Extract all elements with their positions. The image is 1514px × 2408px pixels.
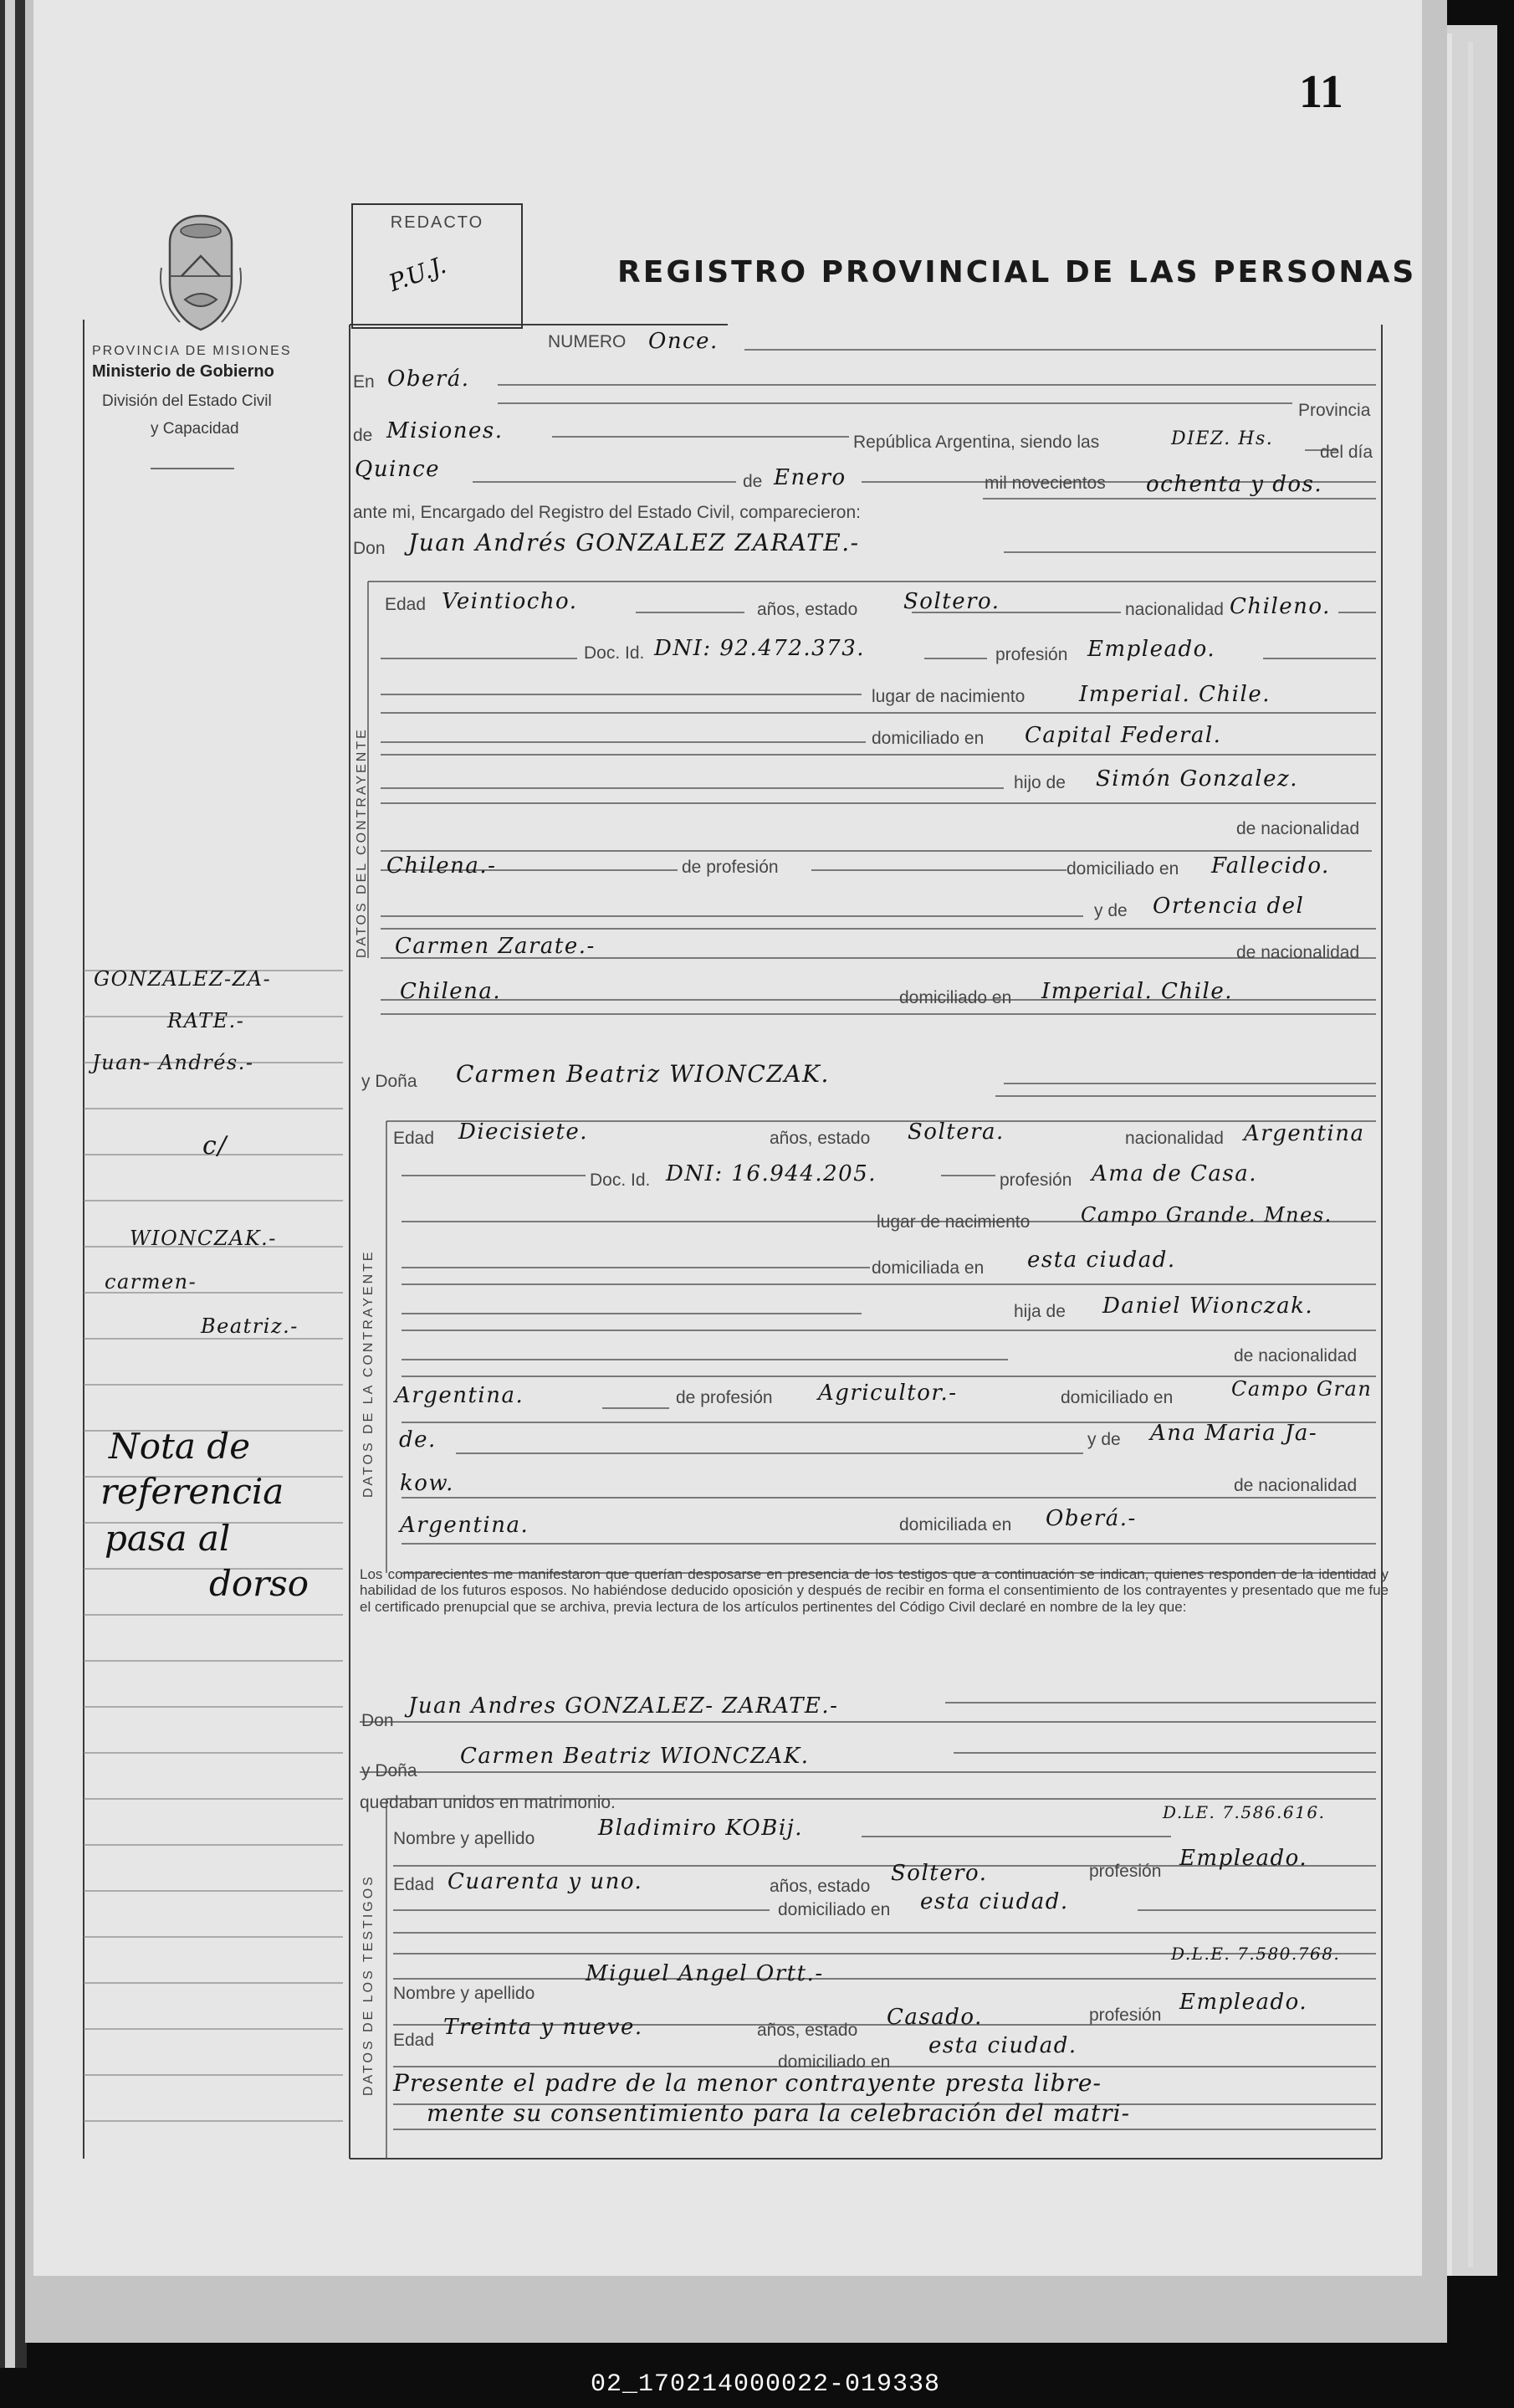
margin-note-line3: Juan- Andrés.-	[92, 1051, 254, 1074]
margin-note-line5: WIONCZAK.-	[130, 1227, 277, 1250]
reference-note-line1: Nota de	[109, 1426, 251, 1467]
t2-dom: esta ciudad.	[928, 2033, 1077, 2058]
contrayenta-madre-2: kow.	[400, 1471, 454, 1496]
contrayenta-edad-label: Edad	[393, 1129, 435, 1148]
republica-text: República Argentina, siendo las	[853, 433, 1100, 452]
contrayenta-domicilio-value: esta ciudad.	[1027, 1248, 1176, 1273]
nacionalidad-value: Chileno.	[1230, 594, 1331, 619]
de-profesion: de profesión	[682, 858, 779, 877]
t1-nombre: Bladimiro KOBij.	[598, 1816, 803, 1841]
provincia-label: Provincia	[1298, 401, 1371, 420]
contrayenta-lugar-label: lugar de nacimiento	[877, 1212, 1031, 1232]
contrayenta-estado-value: Soltera.	[908, 1119, 1005, 1145]
hora-value: DIEZ. Hs.	[1171, 428, 1274, 449]
mes-value: Enero	[774, 465, 847, 490]
contrayenta-dom-en: domiciliado en	[1061, 1388, 1174, 1407]
t1-dom: esta ciudad.	[920, 1889, 1069, 1914]
margin-note-line4: c/	[202, 1131, 228, 1160]
contrayenta-profesion-value: Ama de Casa.	[1092, 1161, 1257, 1186]
anio-value: ochenta y dos.	[1146, 472, 1323, 497]
redacto-box	[351, 203, 523, 329]
page-title: REGISTRO PROVINCIAL DE LAS PERSONAS	[617, 255, 1417, 289]
contrayenta-de-nacionalidad: de nacionalidad	[1234, 1346, 1358, 1365]
don-label: Don	[353, 539, 386, 558]
dom-en2: domiciliado en	[899, 988, 1012, 1007]
en-value: Oberá.	[387, 366, 470, 392]
contrayenta-edad-value: Diecisiete.	[458, 1119, 589, 1145]
edad-value: Veintiocho.	[442, 589, 578, 614]
closing-note-line1: Presente el padre de la menor contrayente presta libre-	[393, 2069, 1102, 2097]
doc-label: Doc. Id.	[584, 643, 645, 663]
contrayenta-anos-estado: años, estado	[770, 1129, 871, 1148]
t2-nombre-label: Nombre y apellido	[393, 1984, 535, 2003]
body-paragraph: Los comparecientes me manifestaron que querían desposarse en presencia de los testigos que a continuación se indican, quienes responden de la identidad y habilidad de los futuros esposos. No habiéndose deducido oposición y después de recibir en forma el consentimiento de los contrayentes y presentado que me fue el certificado prenupcial que se archiva, previa lectura de los artículos pertinentes del Código Civil declaré en nombre de la ley que:	[360, 1566, 1389, 1615]
ante-text: ante mi, Encargado del Registro del Estado Civil, comparecieron:	[353, 503, 861, 522]
hija-label: hija de	[1014, 1302, 1066, 1321]
contrayenta-padre-dom-2: de.	[399, 1427, 437, 1452]
reference-note-line3: pasa al	[105, 1518, 231, 1559]
seal-caption-line4: y Capacidad	[151, 420, 239, 438]
contrayenta-de-nacionalidad2: de nacionalidad	[1234, 1476, 1358, 1495]
t2-dom-label: domiciliado en	[778, 2052, 891, 2072]
testigos-section-label: DATOS DE LOS TESTIGOS	[361, 1874, 376, 2096]
margin-note-line6: carmen-	[105, 1270, 197, 1294]
t2-doc: D.L.E. 7.580.768.	[1171, 1944, 1341, 1964]
union-don-label: Don	[361, 1711, 394, 1730]
t1-dom-label: domiciliado en	[778, 1900, 891, 1919]
domicilio-label: domiciliado en	[872, 729, 985, 748]
estado-value: Soltero.	[903, 589, 1000, 614]
contrayenta-y-de: y de	[1087, 1430, 1121, 1449]
contrayenta-doc-label: Doc. Id.	[590, 1171, 651, 1190]
profesion-value: Empleado.	[1087, 637, 1216, 662]
contrayenta-profesion-label: profesión	[1000, 1171, 1072, 1190]
numero-value: Once.	[648, 329, 719, 354]
hijo-label: hijo de	[1014, 773, 1066, 792]
contrayente-section-label: DATOS DEL CONTRAYENTE	[355, 727, 369, 958]
lugar-label: lugar de nacimiento	[872, 687, 1026, 706]
seal-caption-line2: Ministerio de Gobierno	[92, 362, 274, 381]
contrayenta-nacionalidad-value: Argentina	[1244, 1121, 1365, 1146]
anos-estado: años, estado	[757, 600, 858, 619]
contrayenta-de-profesion: de profesión	[676, 1388, 773, 1407]
reference-note-line4: dorso	[209, 1563, 309, 1604]
t2-edad: Treinta y nueve.	[443, 2015, 643, 2040]
margin-note-line2: RATE.-	[167, 1009, 245, 1032]
contrayenta-section-label: DATOS DE LA CONTRAYENTE	[361, 1249, 376, 1498]
margin-note-line1: GONZALEZ-ZA-	[94, 967, 272, 991]
redacto-label: REDACTO	[390, 213, 484, 232]
mes-de: de	[743, 472, 763, 491]
contrayenta-domicilio-label: domiciliada en	[872, 1258, 985, 1278]
union-don-value: Juan Andres GONZALEZ- ZARATE.-	[408, 1693, 839, 1719]
domicilio-value: Capital Federal.	[1025, 723, 1222, 748]
edad-label: Edad	[385, 595, 427, 614]
t2-edad-label: Edad	[393, 2031, 435, 2050]
closing-note-line2: mente su consentimiento para la celebración del matri-	[427, 2099, 1131, 2127]
t1-edad-label: Edad	[393, 1875, 435, 1894]
madre-dom: Imperial. Chile.	[1041, 979, 1233, 1004]
contrayenta-madre-nac: Argentina.	[400, 1513, 529, 1538]
contrayenta-lugar-value: Campo Grande. Mnes.	[1081, 1203, 1332, 1227]
contrayenta-padre-prof: Agricultor.-	[818, 1381, 958, 1406]
coat-of-arms-icon	[155, 209, 247, 335]
contrayenta-madre-dom: Oberá.-	[1046, 1506, 1137, 1531]
de-label: de	[353, 426, 373, 445]
contrayenta-padre-dom-1: Campo Gran	[1231, 1377, 1373, 1401]
dona-label: y Doña	[361, 1072, 417, 1091]
t2-anos-estado: años, estado	[757, 2021, 858, 2040]
union-dona-label: y Doña	[361, 1761, 417, 1780]
profesion-label: profesión	[995, 645, 1068, 664]
seal-caption-line3: División del Estado Civil	[102, 392, 272, 410]
contrayenta-madre-1: Ana Maria Ja-	[1150, 1421, 1318, 1446]
union-dona-value: Carmen Beatriz WIONCZAK.	[460, 1744, 810, 1769]
don-value: Juan Andrés GONZALEZ ZARATE.-	[408, 529, 860, 556]
madre-2: Carmen Zarate.-	[395, 934, 596, 959]
padre-nac: Chilena.-	[386, 853, 497, 879]
t2-prof: Empleado.	[1179, 1990, 1308, 2015]
de-nacionalidad2: de nacionalidad	[1236, 943, 1360, 962]
dom-en: domiciliado en	[1066, 859, 1179, 879]
t2-prof-label: profesión	[1089, 2006, 1162, 2025]
de-nacionalidad: de nacionalidad	[1236, 819, 1360, 838]
dia-value: Quince	[355, 457, 441, 482]
contrayenta-dom-en2: domiciliada en	[899, 1515, 1012, 1534]
numero-label: NUMERO	[548, 332, 627, 351]
redacto-initials: P.U.J.	[385, 251, 450, 297]
t1-nombre-label: Nombre y apellido	[393, 1829, 535, 1848]
t1-estado: Soltero.	[891, 1861, 988, 1886]
lugar-value: Imperial. Chile.	[1079, 682, 1271, 707]
image-caption: 02_170214000022-019338	[591, 2370, 941, 2399]
padre-dom: Fallecido.	[1211, 853, 1330, 879]
quedaban-text: quedaban unidos en matrimonio.	[360, 1793, 616, 1812]
de-value: Misiones.	[386, 418, 504, 443]
hijo-value: Simón Gonzalez.	[1096, 766, 1298, 792]
margin-note-line7: Beatriz.-	[201, 1314, 299, 1338]
en-label: En	[353, 372, 375, 392]
del-dia: del día	[1320, 443, 1373, 462]
contrayenta-nacionalidad-label: nacionalidad	[1125, 1129, 1224, 1148]
madre-nac: Chilena.	[400, 979, 502, 1004]
t2-nombre: Miguel Angel Ortt.-	[586, 1961, 824, 1986]
t1-anos-estado: años, estado	[770, 1877, 871, 1896]
t1-prof-label: profesión	[1089, 1862, 1162, 1881]
reference-note-line2: referencia	[100, 1471, 284, 1512]
dona-value: Carmen Beatriz WIONCZAK.	[456, 1060, 830, 1088]
contrayenta-doc-value: DNI: 16.944.205.	[666, 1161, 877, 1186]
t2-estado: Casado.	[887, 2005, 983, 2030]
mil-text: mil novecientos	[985, 474, 1106, 493]
seal-caption-line1: PROVINCIA DE MISIONES	[92, 344, 292, 358]
t1-edad: Cuarenta y uno.	[448, 1869, 643, 1894]
contrayenta-padre-nac: Argentina.	[395, 1383, 524, 1408]
doc-value: DNI: 92.472.373.	[654, 636, 866, 661]
t1-prof: Empleado.	[1179, 1846, 1308, 1871]
page-number: 11	[1299, 66, 1343, 118]
hija-value: Daniel Wionczak.	[1102, 1294, 1314, 1319]
nacionalidad-label: nacionalidad	[1125, 600, 1224, 619]
t1-doc: D.LE. 7.586.616.	[1163, 1802, 1326, 1822]
y-de: y de	[1094, 901, 1128, 920]
madre-1: Ortencia del	[1153, 894, 1305, 919]
